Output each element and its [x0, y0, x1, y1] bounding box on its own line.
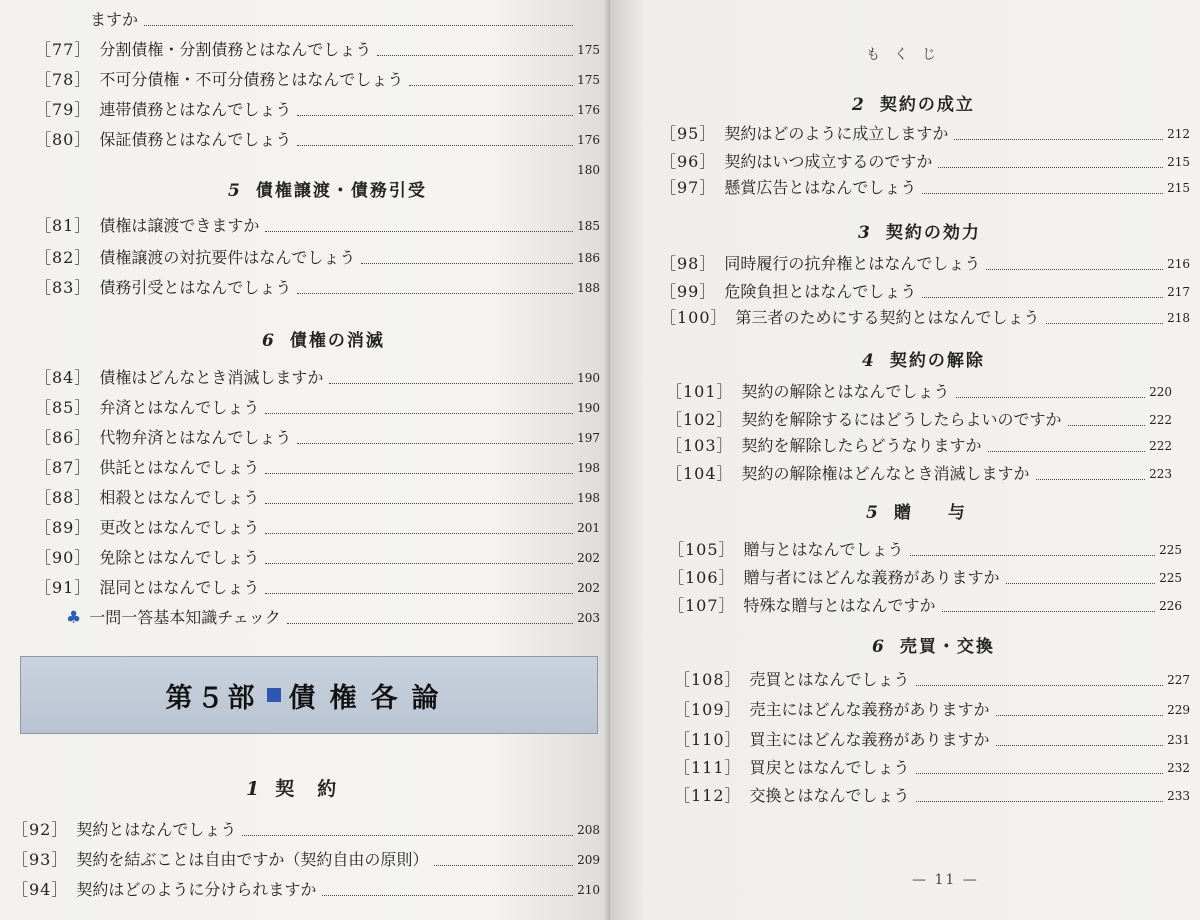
- toc-entry: [674, 758, 1190, 778]
- toc-entry: [35, 518, 600, 538]
- entry-page: 226: [1159, 599, 1182, 613]
- section-number: 6: [262, 331, 276, 351]
- entry-page: 222: [1149, 439, 1172, 453]
- section-heading: [262, 326, 385, 351]
- entry-number: ［84］: [35, 368, 92, 387]
- leader-dots: [1036, 479, 1146, 480]
- entry-title: 契約はどのように分けられますか: [76, 880, 317, 899]
- leader-dots: [265, 413, 573, 414]
- section-number: 5: [228, 181, 242, 201]
- leader-dots: [910, 555, 1156, 556]
- section-number: 4: [862, 351, 876, 371]
- entry-title: 代物弁済とはなんでしょう: [99, 428, 292, 447]
- entry-page: 233: [1167, 789, 1190, 803]
- entry-page: 208: [577, 823, 600, 837]
- leader-dots: [1006, 583, 1156, 584]
- section-heading: [852, 90, 975, 115]
- section-number: 3: [858, 223, 872, 243]
- leader-dots: [938, 167, 1163, 168]
- section-heading: [246, 774, 338, 801]
- section-title: 契約の効力: [885, 223, 981, 243]
- toc-entry: [674, 786, 1190, 806]
- entry-number: ［97］: [660, 178, 717, 197]
- entry-page: 202: [577, 551, 600, 565]
- entry-title: 契約の解除とはなんでしょう: [741, 382, 950, 401]
- leader-dots: [265, 473, 573, 474]
- section-number: 5: [866, 503, 880, 523]
- entry-number: ［85］: [35, 398, 92, 417]
- entry-number: ［102］: [666, 410, 734, 429]
- entry-page: 225: [1159, 543, 1182, 557]
- toc-entry: [35, 70, 600, 90]
- entry-title: 保証債務とはなんでしょう: [99, 130, 292, 149]
- entry-title: 相殺とはなんでしょう: [99, 488, 260, 507]
- entry-page: 220: [1149, 385, 1172, 399]
- leader-dots: [329, 383, 573, 384]
- entry-number: ［83］: [35, 278, 92, 297]
- part-banner: [20, 656, 598, 734]
- leader-dots: [954, 139, 1163, 140]
- section-number: 1: [246, 778, 262, 800]
- toc-entry: [35, 40, 600, 60]
- leader-dots: [956, 397, 1146, 398]
- entry-number: ［111］: [674, 758, 742, 777]
- leader-dots: [916, 685, 1164, 686]
- entry-number: ［77］: [35, 40, 92, 59]
- section-title: 契約の成立: [879, 95, 975, 115]
- leader-dots: [916, 773, 1164, 774]
- leader-dots: [322, 895, 573, 896]
- entry-title: 特殊な贈与とはなんですか: [743, 596, 936, 615]
- entry-page: 198: [577, 461, 600, 475]
- toc-entry: [35, 578, 600, 598]
- entry-title: 供託とはなんでしょう: [99, 458, 260, 477]
- entry-number: ［107］: [668, 596, 736, 615]
- entry-page: 190: [577, 401, 600, 415]
- entry-number: ［101］: [666, 382, 734, 401]
- entry-title: ますか: [90, 10, 139, 29]
- toc-entry: [12, 880, 600, 900]
- entry-page: 225: [1159, 571, 1182, 585]
- leader-dots: [361, 263, 573, 264]
- section-number: 6: [872, 637, 886, 657]
- entry-page: 223: [1149, 467, 1172, 481]
- entry-title: 同時履行の抗弁権とはなんでしょう: [724, 254, 981, 273]
- entry-number: ［93］: [12, 850, 69, 869]
- entry-page: 175: [577, 73, 600, 87]
- entry-number: ［91］: [35, 578, 92, 597]
- entry-number: ［106］: [668, 568, 736, 587]
- entry-number: ［110］: [674, 730, 742, 749]
- entry-page: 229: [1167, 703, 1190, 717]
- entry-number: ［98］: [660, 254, 717, 273]
- entry-number: ［78］: [35, 70, 92, 89]
- entry-title: 贈与者にはどんな義務がありますか: [743, 568, 1000, 587]
- entry-title: 債務引受とはなんでしょう: [99, 278, 292, 297]
- entry-page: 216: [1167, 257, 1190, 271]
- toc-entry: [12, 850, 600, 870]
- leader-dots: [265, 533, 573, 534]
- page-number: — 11 —: [912, 872, 979, 888]
- leader-dots: [922, 297, 1163, 298]
- entry-page: 202: [577, 581, 600, 595]
- entry-number: ［94］: [12, 880, 69, 899]
- section-title: 贈 与: [893, 503, 975, 523]
- entry-page: 217: [1167, 285, 1190, 299]
- section-heading: [862, 346, 985, 371]
- toc-entry: [35, 458, 600, 478]
- entry-title: 弁済とはなんでしょう: [99, 398, 260, 417]
- part-title: 債権各論: [288, 682, 453, 714]
- leader-dots: [922, 193, 1163, 194]
- entry-page: 190: [577, 371, 600, 385]
- entry-title: 債権は譲渡できますか: [99, 216, 260, 235]
- entry-title: 売主にはどんな義務がありますか: [749, 700, 990, 719]
- leader-dots: [942, 611, 1156, 612]
- entry-title: 第三者のためにする契約とはなんでしょう: [735, 308, 1040, 327]
- leader-dots: [996, 745, 1164, 746]
- leader-dots: [297, 293, 573, 294]
- part-label: 第５部: [165, 682, 259, 714]
- toc-entry: [668, 540, 1182, 560]
- toc-entry: [674, 670, 1190, 690]
- entry-number: ［82］: [35, 248, 92, 267]
- leader-dots: [377, 55, 573, 56]
- entry-page: 176: [577, 133, 600, 147]
- entry-title: 懸賞広告とはなんでしょう: [724, 178, 917, 197]
- entry-page: 186: [577, 251, 600, 265]
- section-number: 2: [852, 95, 866, 115]
- section-heading: [858, 218, 981, 243]
- entry-number: ［86］: [35, 428, 92, 447]
- toc-entry: [674, 730, 1190, 750]
- toc-entry: [35, 216, 600, 236]
- toc-entry: [35, 488, 600, 508]
- entry-number: ［104］: [666, 464, 734, 483]
- leader-dots: [996, 715, 1164, 716]
- toc-entry: [666, 436, 1172, 456]
- toc-entry: [666, 464, 1172, 484]
- toc-entry: [12, 820, 600, 840]
- toc-entry: [660, 152, 1190, 172]
- toc-entry: [35, 548, 600, 568]
- entry-title: 不可分債権・不可分債務とはなんでしょう: [99, 70, 404, 89]
- entry-title: 連帯債務とはなんでしょう: [99, 100, 292, 119]
- entry-title: 一問一答基本知識チェック: [89, 608, 281, 627]
- entry-number: ［88］: [35, 488, 92, 507]
- entry-title: 贈与とはなんでしょう: [743, 540, 904, 559]
- entry-title: 債権はどんなとき消滅しますか: [99, 368, 324, 387]
- section-heading: [866, 498, 975, 523]
- entry-number: ［100］: [660, 308, 728, 327]
- toc-entry: [666, 382, 1172, 402]
- section-title: 債権譲渡・債務引受: [255, 181, 427, 201]
- section-title: 債権の消滅: [289, 331, 385, 351]
- leader-dots: [986, 269, 1163, 270]
- entry-number: ［99］: [660, 282, 717, 301]
- entry-title: 契約はいつ成立するのですか: [724, 152, 933, 171]
- leader-dots: [988, 451, 1146, 452]
- entry-title: 分割債権・分割債務とはなんでしょう: [99, 40, 372, 59]
- entry-page: 232: [1167, 761, 1190, 775]
- entry-page: 212: [1167, 127, 1190, 141]
- entry-page: 209: [577, 853, 600, 867]
- toc-entry: [660, 124, 1190, 144]
- entry-title: 危険負担とはなんでしょう: [724, 282, 917, 301]
- section-title: 契 約: [275, 778, 339, 800]
- leader-dots: [297, 443, 573, 444]
- leader-dots: [265, 231, 573, 232]
- toc-entry: [668, 596, 1182, 616]
- entry-number: ［103］: [666, 436, 734, 455]
- entry-page: 176: [577, 103, 600, 117]
- toc-entry: [35, 130, 600, 150]
- entry-page: 215: [1167, 181, 1190, 195]
- entry-page: 210: [577, 883, 600, 897]
- stray-page-number: [560, 160, 600, 180]
- entry-number: ［79］: [35, 100, 92, 119]
- entry-number: ［96］: [660, 152, 717, 171]
- entry-page: 215: [1167, 155, 1190, 169]
- entry-number: ［108］: [674, 670, 742, 689]
- entry-title: 契約を解除したらどうなりますか: [741, 436, 982, 455]
- toc-entry: [35, 428, 600, 448]
- leader-dots: [265, 503, 573, 504]
- entry-page: 180: [577, 163, 600, 177]
- entry-number: ［95］: [660, 124, 717, 143]
- toc-entry: [660, 308, 1190, 328]
- entry-title: 買戻とはなんでしょう: [749, 758, 910, 777]
- leader-dots: [297, 145, 573, 146]
- entry-title: 債権譲渡の対抗要件はなんでしょう: [99, 248, 356, 267]
- entry-page: 201: [577, 521, 600, 535]
- section-heading: [228, 176, 427, 201]
- entry-number: ［80］: [35, 130, 92, 149]
- entry-page: 231: [1167, 733, 1190, 747]
- toc-entry: [35, 368, 600, 388]
- leader-dots: [297, 115, 573, 116]
- entry-title: 更改とはなんでしょう: [99, 518, 260, 537]
- running-header: もくじ: [866, 47, 950, 63]
- entry-title: 契約はどのように成立しますか: [724, 124, 949, 143]
- entry-number: ［90］: [35, 548, 92, 567]
- toc-entry: [35, 278, 600, 298]
- entry-number: ［112］: [674, 786, 742, 805]
- entry-title: 交換とはなんでしょう: [749, 786, 910, 805]
- toc-entry: [660, 282, 1190, 302]
- square-icon: [267, 688, 281, 702]
- section-heading: [872, 632, 995, 657]
- leader-dots: [916, 801, 1164, 802]
- leader-dots: [409, 85, 573, 86]
- entry-title: 免除とはなんでしょう: [99, 548, 260, 567]
- leader-dots: [242, 835, 573, 836]
- entry-title: 混同とはなんでしょう: [99, 578, 260, 597]
- entry-page: 197: [577, 431, 600, 445]
- toc-entry: [35, 398, 600, 418]
- entry-page: 188: [577, 281, 600, 295]
- leader-dots: [287, 623, 573, 624]
- toc-entry: [660, 178, 1190, 198]
- entry-page: 222: [1149, 413, 1172, 427]
- section-title: 契約の解除: [889, 351, 985, 371]
- leader-dots: [265, 593, 573, 594]
- toc-entry: [668, 568, 1182, 588]
- entry-title: 契約を解除するにはどうしたらよいのですか: [741, 410, 1062, 429]
- leader-dots: [1046, 323, 1164, 324]
- entry-page: 198: [577, 491, 600, 505]
- entry-number: ［81］: [35, 216, 92, 235]
- leader-dots: [1068, 425, 1146, 426]
- toc-entry: [35, 248, 600, 268]
- toc-entry: [660, 254, 1190, 274]
- toc-entry: [35, 100, 600, 120]
- entry-number: ［89］: [35, 518, 92, 537]
- leader-dots: [144, 25, 573, 26]
- toc-entry: [674, 700, 1190, 720]
- entry-page: 185: [577, 219, 600, 233]
- entry-page: 203: [577, 611, 600, 625]
- entry-page: 218: [1167, 311, 1190, 325]
- entry-number: ［109］: [674, 700, 742, 719]
- entry-title: 契約の解除権はどんなとき消滅しますか: [741, 464, 1030, 483]
- club-icon: ♣: [66, 608, 82, 628]
- leader-dots: [434, 865, 573, 866]
- entry-page: 175: [577, 43, 600, 57]
- entry-number: ［87］: [35, 458, 92, 477]
- entry-title: 契約を結ぶことは自由ですか（契約自由の原則）: [76, 850, 429, 869]
- entry-title: 契約とはなんでしょう: [76, 820, 237, 839]
- entry-title: 買主にはどんな義務がありますか: [749, 730, 990, 749]
- entry-title: 売買とはなんでしょう: [749, 670, 910, 689]
- toc-entry: [666, 410, 1172, 430]
- toc-entry: [90, 10, 600, 30]
- leader-dots: [265, 563, 573, 564]
- entry-page: 227: [1167, 673, 1190, 687]
- entry-number: ［92］: [12, 820, 69, 839]
- entry-number: ［105］: [668, 540, 736, 559]
- section-title: 売買・交換: [899, 637, 995, 657]
- toc-entry-check: [66, 608, 600, 628]
